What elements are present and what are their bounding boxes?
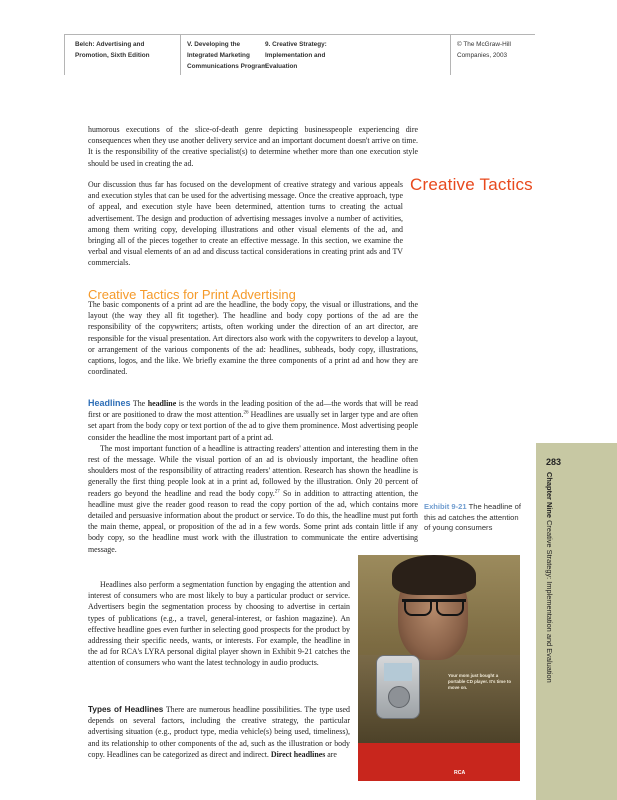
types-paragraph — [88, 704, 350, 760]
intro-paragraph-block — [88, 124, 418, 169]
header-copyright-line: © The McGraw-Hill — [457, 41, 511, 48]
exhibit-caption-text: The headline of this ad catches the attention of young consumers — [424, 502, 521, 532]
types-runin-heading: Types of Headlines — [88, 705, 164, 714]
headlines-pre: The — [132, 399, 146, 408]
header-part-line: Communications Program — [187, 63, 267, 70]
running-header — [64, 34, 535, 75]
chapter-tab-text — [540, 472, 554, 772]
player-screen — [384, 663, 412, 681]
header-chapter-line: 9. Creative Strategy: — [265, 41, 327, 48]
segmentation-block — [88, 579, 350, 669]
footnote-ref: 27 — [274, 489, 280, 494]
header-book-line: Belch: Advertising and — [75, 41, 145, 48]
ad-digital-player — [376, 655, 420, 719]
function-paragraph — [88, 443, 418, 555]
headlines-text: Headlines are usually set in larger type and are often set apart from the body copy or text portion of the ad to give them prominence. Most advertising people consider the headline the most important part of a print ad. — [88, 410, 418, 442]
ad-red-bar — [358, 743, 520, 781]
tactics-paragraph-block — [88, 179, 403, 269]
direct-headlines-term: Direct headlines — [270, 749, 326, 759]
ad-copy: Your mom just bought a portable CD player. It's time to move on. — [448, 673, 512, 691]
header-part-line: V. Developing the — [187, 41, 241, 48]
tactics-paragraph: Our discussion thus far has focused on the development of creative strategy and various appeals and execution styles that can be used for the advertising message. Once the creative approach, type of appeal, and execution style have been determined, attention turns to creating the actual advertisement. The design and production of advertising messages involve a number of activities, among them writing copy, developing illustrations and other visual elements of the ad, and bringing all of the pieces together to create an effective message. In this section, we examine the verbal and visual elements of an ad and discuss tactical considerations in creating print ads and TV commercials. — [88, 180, 403, 268]
subsection-heading: Creative Tactics for Print Advertising — [88, 287, 296, 302]
types-tail: are — [327, 749, 337, 759]
print-paragraph: The basic components of a print ad are the headline, the body copy, the visual or illustrations, and the layout (the way they all fit together). The headline and body copy portions of the ad are the responsibility of the copywriters; artists, often working under the direction of an art director, are responsible for the visual presentation. Art directors also work with the copywriters to develop a layout, or arrangement of the various components of the ad: headlines, subheads, body copy, illustrations, captions, logos, and the like. We briefly examine the three components of a print ad and how they are coordinated. — [88, 300, 418, 377]
intro-paragraph: humorous executions of the slice-of-death genre depicting businesspeople experiencing dire consequences when they use another delivery service and an important document doesn't arrive on time. It is the responsibility of the creative specialist(s) to determine whether more than one execution style should be used in creating the ad. — [88, 125, 418, 168]
page-number: 283 — [546, 457, 562, 467]
ad-glasses — [402, 599, 466, 616]
header-book-line: Promotion, Sixth Edition — [75, 52, 150, 59]
header-chapter-line: Implementation and — [265, 52, 326, 59]
header-copyright — [450, 35, 547, 75]
types-text: There are numerous headline possibilities. The type used depends on several factors, including the creative strategy, the particular advertising situation (e.g., product type, media vehicle(s) being used, timeliness), and its relationship to other components of the ad, such as the illustration or body copy. Headlines can be categorized as direct and indirect. — [88, 705, 350, 759]
function-text: The most important function of a headline is attracting readers' attention and interesting them in the rest of the message. While the visual portion of an ad is obviously important, the headline often shoulders most of the responsibility of attracting readers' attention. Research has shown the headline is generally the first thing people look at in a print ad, followed by the illustration. Only 20 percent of readers go beyond the headline and read the body copy. — [88, 443, 418, 498]
ad-brand-logo: RCA — [454, 770, 466, 776]
player-dial — [388, 686, 410, 708]
header-part-line: Integrated Marketing — [187, 52, 250, 59]
headlines-paragraph — [88, 398, 418, 443]
headlines-runin-heading: Headlines — [88, 398, 131, 408]
types-block — [88, 704, 350, 760]
function-text: So in addition to attracting attention, the headline must give the reader good reason to read the copy portion of the ad, which contains more detailed and persuasive information about the product or service. To do this, the headline must put forth the main theme, appeal, or proposition of the ad in a few words. Some print ads contain little if any body copy, so the headline must work with the illustration to communicate the entire advertising message. — [88, 488, 418, 554]
ad-person-hair — [392, 555, 476, 595]
footnote-ref: 26 — [243, 410, 249, 416]
exhibit-ad-image — [358, 555, 520, 781]
print-paragraph-block — [88, 299, 418, 377]
exhibit-label: Exhibit 9-21 — [424, 502, 467, 511]
headlines-block — [88, 398, 418, 555]
headlines-text: is the words in the leading position of the ad—the words that will be read first or are positioned to draw the most attention. — [88, 399, 418, 420]
headline-term: headline — [147, 399, 177, 408]
chapter-label: Chapter Nine — [545, 472, 554, 518]
header-book-title — [75, 39, 175, 61]
header-chapter-line: Evaluation — [265, 63, 298, 70]
segmentation-paragraph: Headlines also perform a segmentation function by engaging the attention and interest of consumers who are most likely to buy a particular product or service. Advertisers begin the segmentation process by choosing to advertise in certain types of publications (e.g., a travel, general-interest, or fashion magazine). An effective headline goes even further in selecting good prospects for the product by addressing their specific needs, wants, or interests. For example, the headline in the ad for RCA's LYRA personal digital player shown in Exhibit 9-21 catches the attention of consumers who want the latest technology in audio products. — [88, 580, 350, 668]
section-heading: Creative Tactics — [410, 175, 533, 194]
chapter-title: Creative Strategy: Implementation and Evaluation — [545, 520, 554, 683]
exhibit-caption — [424, 502, 524, 534]
header-copyright-line: Companies, 2003 — [457, 52, 508, 59]
header-chapter-title — [265, 39, 375, 72]
